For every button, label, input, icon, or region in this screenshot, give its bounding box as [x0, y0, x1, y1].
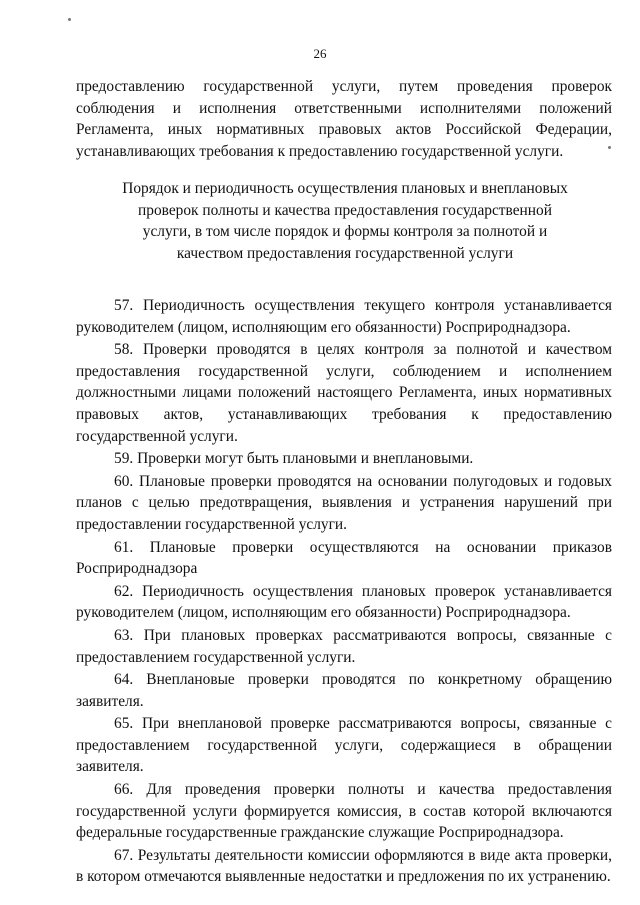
item-67: 67. Результаты деятельности комиссии оформляются в виде акта проверки, в котором отмечаются выявленные недостатки и предложения по их устранению.	[76, 846, 612, 886]
item-60: 60. Плановые проверки проводятся на основании полугодовых и годовых планов с целью предотвращения, выявления и устранения нарушений при предоставлении государственной услуги.	[76, 472, 612, 533]
numbered-items	[76, 295, 612, 889]
item-62: 62. Периодичность осуществления плановых проверок устанавливается руководителем (лицом, исполняющим его обязанности) Росприроднадзора.	[76, 582, 612, 622]
item-61: 61. Плановые проверки осуществляются на основании приказов Росприроднадзора	[76, 538, 612, 578]
item-57: 57. Периодичность осуществления текущего контроля устанавливается руководителем (лицом, исполняющим его обязанности) Росприроднадзора.	[76, 297, 612, 336]
scan-speck	[68, 18, 71, 21]
item-59: 59. Проверки могут быть плановыми и внеплановыми.	[114, 450, 474, 468]
page-number: 26	[313, 46, 327, 61]
item-58: 58. Проверки проводятся в целях контроля за полнотой и качеством предоставления государственной услуги, соблюдением и исполнением должностными лицами положений настоящего Регламента, иных нормативных правовых актов, устанавливающих требования к предоставлению государственной услуги.	[76, 341, 612, 445]
section-heading: Порядок и периодичность осуществления плановых и внеплановых проверок полноты и качества предоставления государственной услуги, в том числе порядок и формы контроля за полнотой и качеством предоставления государственной услуги	[122, 180, 568, 262]
item-64: 64. Внеплановые проверки проводятся по конкретному обращению заявителя.	[76, 671, 612, 710]
item-65: 65. При внеплановой проверке рассматриваются вопросы, связанные с предоставлением государственной услуги, содержащиеся в обращении заявителя.	[76, 715, 612, 776]
item-63: 63. При плановых проверках рассматриваются вопросы, связанные с предоставлением государственной услуги.	[76, 626, 612, 666]
item-66: 66. Для проведения проверки полноты и качества предоставления государственной услуги формируется комиссия, в состав которой включаются федеральные государственные гражданские служащие Росприроднадзора.	[76, 781, 612, 842]
intro-paragraph: предоставлению государственной услуги, путем проведения проверок соблюдения и исполнения ответственными исполнителями положений Регламента, иных нормативных правовых актов Российской Федерации, устанавливающих требования к предоставлению государственной услуги.	[76, 78, 612, 160]
